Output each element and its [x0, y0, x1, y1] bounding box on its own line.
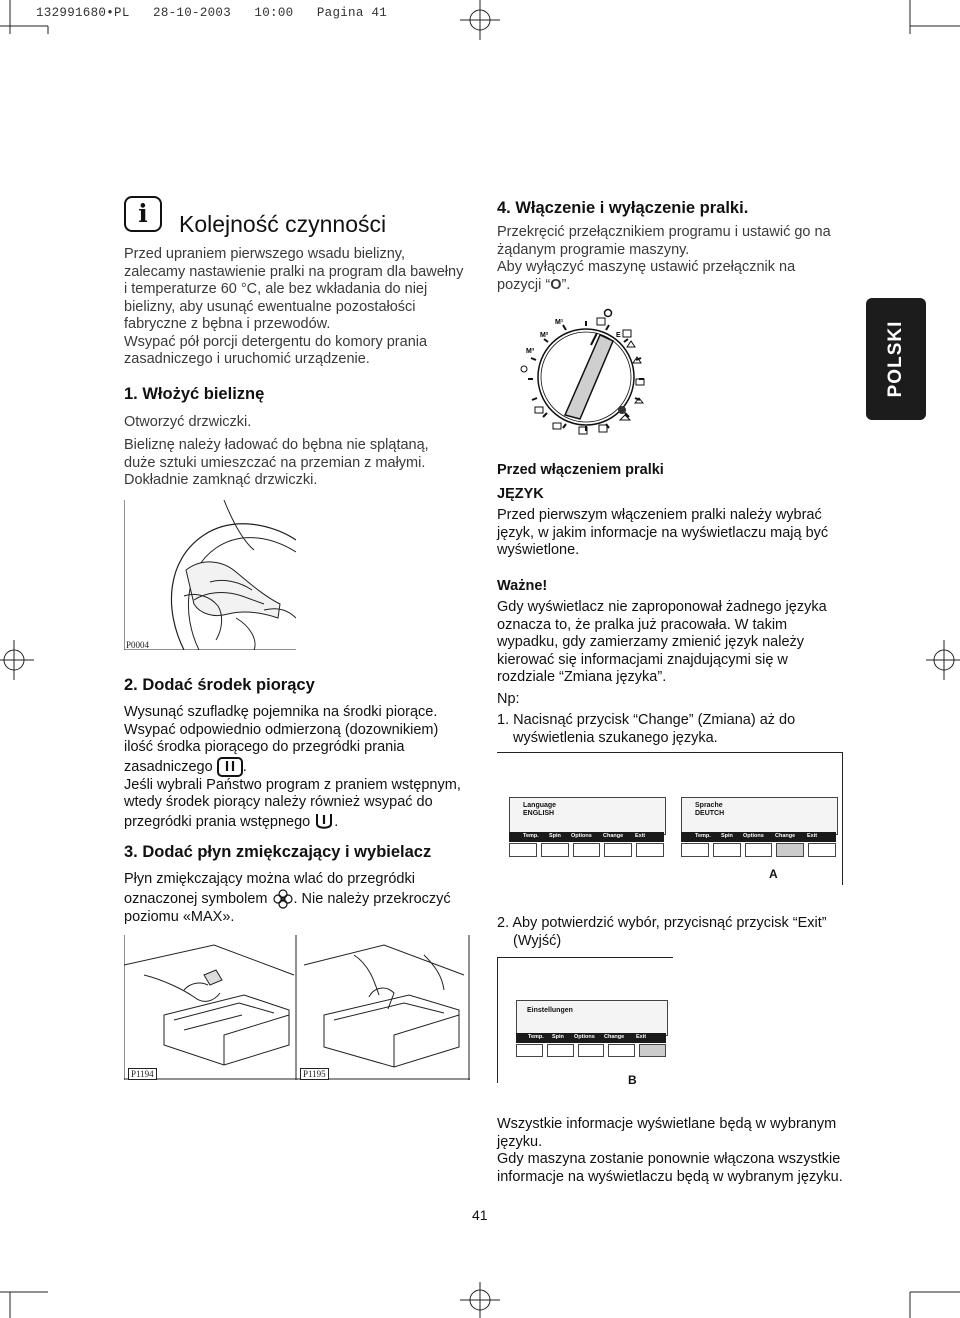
- section-2-line: ilość środka piorącego do przegródki prania: [124, 739, 405, 755]
- final-line: Wszystkie informacje wyświetlane będą w wybranym: [497, 1116, 837, 1132]
- temp-button[interactable]: [681, 843, 709, 857]
- section-3-line: Płyn zmiękczający można wlać do przegródki: [124, 871, 415, 887]
- display-line: Language: [523, 802, 557, 809]
- intro-line: fabryczne z bębna i przewodów.: [124, 316, 331, 332]
- section-2-line: Wsypać odpowiednio odmierzoną (dozownikiem): [124, 721, 439, 738]
- final-line: informacje na wyświetlaczu będą w wybranym języku.: [497, 1168, 843, 1185]
- figure-code: P1195: [300, 1068, 329, 1080]
- registration-mark-top: [460, 0, 500, 40]
- section-4-line: żądanym programie maszyny.: [497, 241, 690, 258]
- figure-code: P0004: [126, 640, 150, 650]
- exit-display-figure: [497, 957, 673, 1087]
- intro-line: i temperaturze 60 °C, ale bez wkładania do niej: [124, 281, 428, 297]
- intro-paragraph: [124, 246, 464, 369]
- spin-button[interactable]: [541, 843, 569, 857]
- options-button[interactable]: [578, 1044, 605, 1057]
- final-line: języku.: [497, 1133, 543, 1150]
- section-2-heading: 2. Dodać środek piorący: [124, 676, 315, 694]
- options-button[interactable]: [745, 843, 773, 857]
- main-wash-compartment-icon: [217, 757, 243, 777]
- section-2-line: zasadniczego .: [124, 757, 474, 777]
- button-label-strip: Temp. Spin Options Change Exit: [516, 1033, 666, 1043]
- language-heading: JĘZYK: [497, 486, 544, 502]
- section-4-line: pozycji “O”.: [497, 276, 571, 293]
- page-title: Kolejność czynności: [179, 211, 387, 237]
- important-line: Gdy wyświetlacz nie zaproponował żadnego języka: [497, 599, 827, 615]
- language-line: wyświetlone.: [497, 542, 580, 558]
- spin-button[interactable]: [713, 843, 741, 857]
- panel-buttons: [509, 843, 664, 857]
- panel-buttons: [681, 843, 836, 857]
- detergent-drawer-illustration: [124, 935, 470, 1080]
- section-3-heading: 3. Dodać płyn zmiękczający i wybielacz: [124, 843, 432, 861]
- section-2-line: przegródki prania wstępnego .: [124, 812, 474, 832]
- print-header: 132991680•PL 28-10-2003 10:00 Pagina 41: [36, 6, 388, 20]
- language-side-tab: [866, 298, 926, 420]
- display-line: Einstellungen: [527, 1007, 573, 1014]
- info-icon: i: [124, 196, 162, 232]
- section-1-text: Otworzyć drzwiczki.: [124, 414, 252, 430]
- temp-button[interactable]: [509, 843, 537, 857]
- registration-mark-left: [0, 640, 34, 680]
- important-line: wypadku, gdy zamierzamy zmienić język należy: [497, 634, 805, 650]
- section-4-line: Aby wyłączyć maszynę ustawić przełącznik na: [497, 259, 796, 275]
- display-panel-deutch: [681, 797, 838, 835]
- section-2-paragraph: [124, 704, 474, 832]
- registration-mark-bottom: [460, 1282, 500, 1318]
- important-line: kierować się informacjami znajdującymi się w: [497, 651, 788, 668]
- registration-mark-right: [926, 640, 960, 680]
- language-line: język, w jakim informacje na wyświetlaczu mają być: [497, 524, 829, 541]
- dial-label-m1: M¹: [555, 319, 564, 326]
- program-dial-illustration: [505, 305, 665, 440]
- step-2-line: (Wyjść): [513, 932, 562, 949]
- spin-button[interactable]: [547, 1044, 574, 1057]
- display-line: Sprache: [695, 802, 723, 809]
- important-line: rozdziale “Zmiana języka”.: [497, 669, 667, 685]
- display-panel-settings: [516, 1000, 668, 1036]
- prewash-compartment-icon: [314, 812, 334, 832]
- important-paragraph: [497, 599, 857, 687]
- intro-line: Przed upraniem pierwszego wsadu bielizny,: [124, 246, 406, 262]
- example-label: Np:: [497, 691, 520, 707]
- important-heading: Ważne!: [497, 578, 548, 594]
- section-3-line: oznaczonej symbolem . Nie należy przekroczyć: [124, 889, 474, 909]
- loading-laundry-illustration: [124, 500, 296, 650]
- change-button-pressed[interactable]: [776, 843, 804, 857]
- intro-line: bielizny, aby usunąć ewentualne pozostałości: [124, 298, 416, 315]
- section-1-paragraph: [124, 437, 429, 490]
- change-button[interactable]: [604, 843, 632, 857]
- figure-code: P1194: [128, 1068, 157, 1080]
- button-label-strip: Temp. Spin Options Change Exit: [509, 832, 664, 842]
- step-1-line: wyświetlenia szukanego języka.: [513, 729, 718, 746]
- exit-button-pressed[interactable]: [639, 1044, 666, 1057]
- section-4-heading: 4. Włączenie i wyłączenie pralki.: [497, 199, 749, 217]
- display-line: DEUTCH: [695, 810, 725, 817]
- button-label-strip: Temp. Spin Options Change Exit: [681, 832, 836, 842]
- section-1-line: Dokładnie zamknąć drzwiczki.: [124, 472, 318, 488]
- language-paragraph: [497, 507, 857, 560]
- temp-button[interactable]: [516, 1044, 543, 1057]
- panel-buttons: [516, 1044, 666, 1057]
- section-4-paragraph: [497, 224, 847, 294]
- language-tab-label: POLSKI: [885, 320, 906, 398]
- dial-label-e: E: [616, 332, 621, 339]
- page-number: 41: [472, 1207, 488, 1223]
- section-2-line: Jeśli wybrali Państwo program z praniem wstępnym,: [124, 776, 461, 793]
- intro-line: zasadniczego i uruchomić urządzenie.: [124, 351, 370, 367]
- marker-b: B: [628, 1073, 637, 1087]
- section-3-paragraph: [124, 871, 474, 926]
- exit-button[interactable]: [636, 843, 664, 857]
- softener-flower-icon: [272, 889, 294, 909]
- marker-a: A: [769, 867, 778, 881]
- step-2-line: 2. Aby potwierdzić wybór, przycisnąć przycisk “Exit”: [497, 915, 827, 931]
- dial-label-m3: M³: [526, 348, 535, 355]
- final-line: Gdy maszyna zostanie ponownie włączona wszystkie: [497, 1151, 841, 1167]
- display-panels-figure: [497, 752, 843, 885]
- display-line: ENGLISH: [523, 810, 555, 817]
- section-1-line: duże sztuki umieszczać na przemian z małymi.: [124, 454, 426, 471]
- off-position-icon: [605, 310, 612, 317]
- intro-line: zalecamy nastawienie pralki na program dla bawełny: [124, 263, 464, 280]
- exit-button[interactable]: [808, 843, 836, 857]
- final-paragraph: [497, 1116, 867, 1186]
- section-1-heading: 1. Włożyć bieliznę: [124, 385, 265, 403]
- display-panel-english: [509, 797, 666, 835]
- intro-line: Wsypać pół porcji detergentu do komory prania: [124, 333, 428, 350]
- section-3-line: poziomu «MAX».: [124, 908, 235, 925]
- options-button[interactable]: [573, 843, 601, 857]
- before-start-heading: Przed włączeniem pralki: [497, 462, 664, 478]
- change-button[interactable]: [608, 1044, 635, 1057]
- section-2-line: wtedy środek piorący należy również wsypać do: [124, 794, 433, 810]
- language-line: Przed pierwszym włączeniem pralki należy wybrać: [497, 507, 822, 523]
- dial-label-m2: M²: [540, 332, 549, 339]
- section-1-line: Bieliznę należy ładować do bębna nie splątaną,: [124, 437, 429, 453]
- section-2-line: Wysunąć szufladkę pojemnika na środki piorące.: [124, 704, 438, 720]
- step-2: [497, 915, 857, 950]
- section-4-line: Przekręcić przełącznikiem programu i ustawić go na: [497, 224, 831, 240]
- step-1: [497, 712, 857, 747]
- step-1-line: 1. Nacisnąć przycisk “Change” (Zmiana) aż do: [497, 712, 796, 728]
- important-line: oznacza to, że pralka już pracowała. W takim: [497, 616, 788, 633]
